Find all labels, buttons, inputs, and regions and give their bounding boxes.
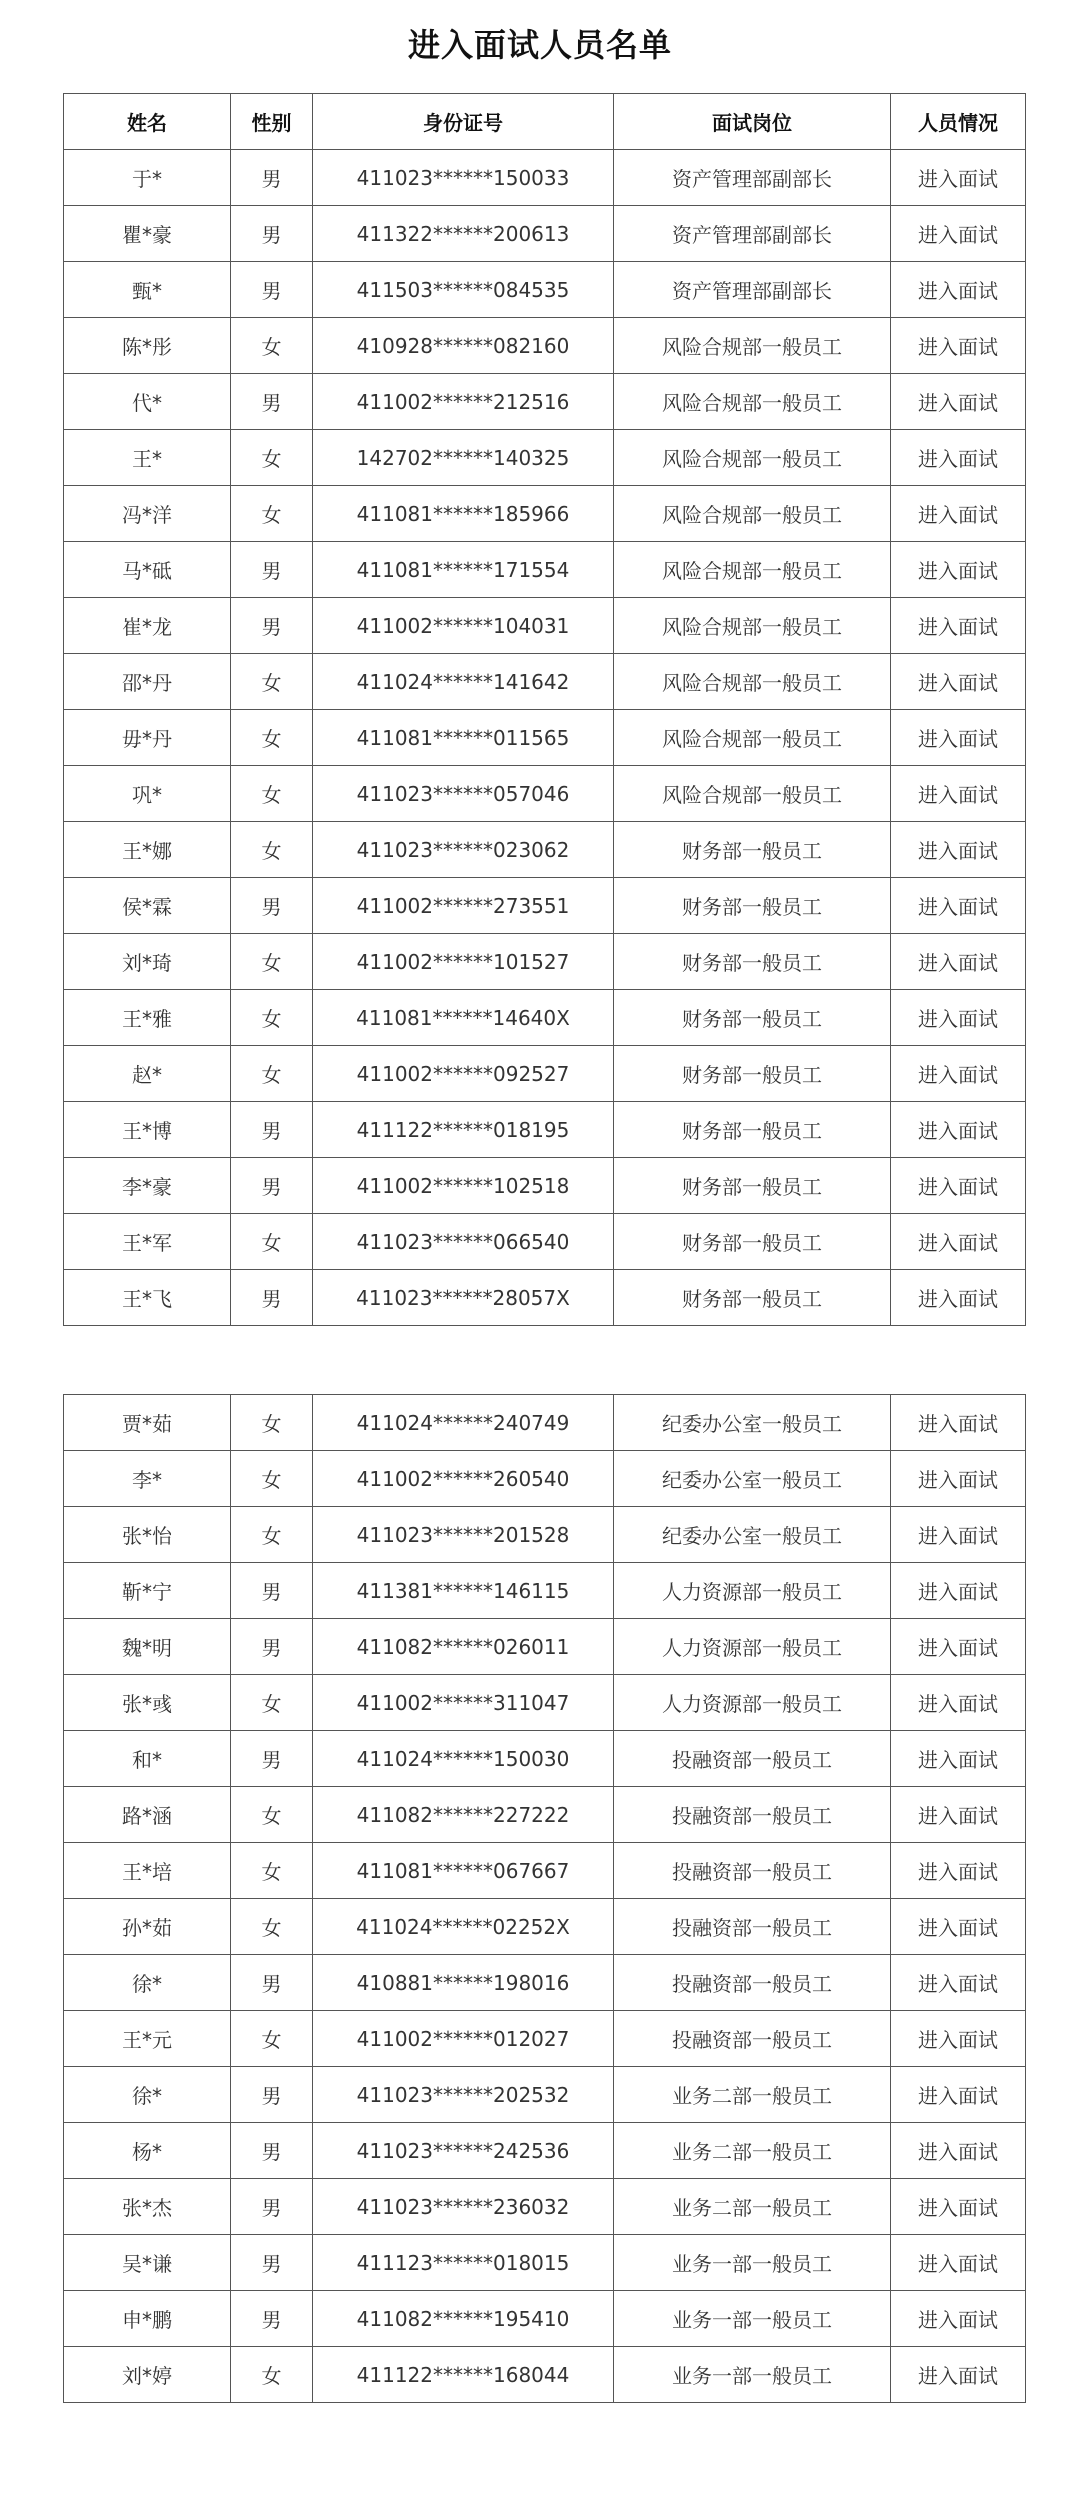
header-status: 人员情况	[891, 94, 1026, 150]
table-row	[64, 206, 1026, 262]
cell-gender: 男	[231, 2179, 313, 2235]
cell-name: 孙*茹	[64, 1899, 231, 1955]
cell-gender: 女	[231, 1046, 313, 1102]
cell-name: 申*鹏	[64, 2291, 231, 2347]
cell-gender: 男	[231, 2291, 313, 2347]
cell-status: 进入面试	[891, 1270, 1026, 1326]
cell-id-number: 411023******066540	[313, 1214, 614, 1270]
cell-status: 进入面试	[891, 206, 1026, 262]
cell-position: 人力资源部一般员工	[614, 1675, 891, 1731]
table-row	[64, 934, 1026, 990]
roster-body-1	[64, 150, 1026, 1326]
cell-gender: 女	[231, 2011, 313, 2067]
cell-name: 徐*	[64, 2067, 231, 2123]
cell-id-number: 411002******092527	[313, 1046, 614, 1102]
cell-status: 进入面试	[891, 486, 1026, 542]
cell-id-number: 411023******057046	[313, 766, 614, 822]
cell-position: 财务部一般员工	[614, 822, 891, 878]
table-row	[64, 150, 1026, 206]
cell-status: 进入面试	[891, 1158, 1026, 1214]
cell-gender: 女	[231, 318, 313, 374]
cell-id-number: 411024******240749	[313, 1395, 614, 1451]
cell-name: 王*博	[64, 1102, 231, 1158]
table-row	[64, 430, 1026, 486]
cell-position: 投融资部一般员工	[614, 1731, 891, 1787]
cell-position: 财务部一般员工	[614, 1270, 891, 1326]
cell-gender: 女	[231, 1675, 313, 1731]
table-row	[64, 2067, 1026, 2123]
cell-status: 进入面试	[891, 710, 1026, 766]
cell-position: 风险合规部一般员工	[614, 374, 891, 430]
cell-id-number: 411023******150033	[313, 150, 614, 206]
cell-id-number: 411381******146115	[313, 1563, 614, 1619]
cell-gender: 男	[231, 598, 313, 654]
cell-status: 进入面试	[891, 598, 1026, 654]
table-row	[64, 2179, 1026, 2235]
cell-position: 风险合规部一般员工	[614, 710, 891, 766]
cell-gender: 男	[231, 2067, 313, 2123]
table-row	[64, 1843, 1026, 1899]
cell-position: 投融资部一般员工	[614, 1955, 891, 2011]
cell-gender: 男	[231, 150, 313, 206]
cell-name: 徐*	[64, 1955, 231, 2011]
cell-position: 业务二部一般员工	[614, 2123, 891, 2179]
table-header-row	[64, 94, 1026, 150]
cell-id-number: 411081******171554	[313, 542, 614, 598]
page-title: 进入面试人员名单	[407, 26, 672, 64]
cell-id-number: 411002******260540	[313, 1451, 614, 1507]
cell-name: 张*彧	[64, 1675, 231, 1731]
cell-name: 吴*谦	[64, 2235, 231, 2291]
table-row	[64, 598, 1026, 654]
table-row	[64, 990, 1026, 1046]
cell-id-number: 411023******201528	[313, 1507, 614, 1563]
cell-position: 投融资部一般员工	[614, 2011, 891, 2067]
cell-position: 风险合规部一般员工	[614, 486, 891, 542]
cell-gender: 男	[231, 1619, 313, 1675]
table-row	[64, 2235, 1026, 2291]
cell-name: 杨*	[64, 2123, 231, 2179]
cell-id-number: 411081******14640X	[313, 990, 614, 1046]
table-row	[64, 1955, 1026, 2011]
table-row	[64, 1787, 1026, 1843]
cell-gender: 男	[231, 1270, 313, 1326]
cell-name: 王*元	[64, 2011, 231, 2067]
table-row	[64, 542, 1026, 598]
cell-id-number: 411002******012027	[313, 2011, 614, 2067]
cell-gender: 女	[231, 1899, 313, 1955]
cell-position: 业务一部一般员工	[614, 2347, 891, 2403]
cell-id-number: 411024******150030	[313, 1731, 614, 1787]
cell-id-number: 411024******141642	[313, 654, 614, 710]
cell-id-number: 411002******102518	[313, 1158, 614, 1214]
cell-name: 赵*	[64, 1046, 231, 1102]
cell-position: 资产管理部副部长	[614, 206, 891, 262]
cell-gender: 女	[231, 1843, 313, 1899]
cell-position: 风险合规部一般员工	[614, 542, 891, 598]
cell-id-number: 411002******104031	[313, 598, 614, 654]
cell-status: 进入面试	[891, 150, 1026, 206]
cell-gender: 女	[231, 990, 313, 1046]
cell-status: 进入面试	[891, 1955, 1026, 2011]
cell-name: 瞿*豪	[64, 206, 231, 262]
cell-gender: 男	[231, 1563, 313, 1619]
cell-position: 纪委办公室一般员工	[614, 1451, 891, 1507]
table-row	[64, 822, 1026, 878]
cell-name: 王*军	[64, 1214, 231, 1270]
cell-position: 资产管理部副部长	[614, 150, 891, 206]
cell-position: 财务部一般员工	[614, 990, 891, 1046]
cell-gender: 男	[231, 1158, 313, 1214]
table-row	[64, 1214, 1026, 1270]
cell-status: 进入面试	[891, 1899, 1026, 1955]
cell-name: 张*怡	[64, 1507, 231, 1563]
cell-status: 进入面试	[891, 374, 1026, 430]
cell-status: 进入面试	[891, 1675, 1026, 1731]
cell-id-number: 411024******02252X	[313, 1899, 614, 1955]
cell-id-number: 411002******273551	[313, 878, 614, 934]
cell-status: 进入面试	[891, 1843, 1026, 1899]
table-row	[64, 1395, 1026, 1451]
cell-name: 马*砥	[64, 542, 231, 598]
cell-gender: 女	[231, 1451, 313, 1507]
table-row	[64, 710, 1026, 766]
cell-name: 王*娜	[64, 822, 231, 878]
cell-gender: 女	[231, 1507, 313, 1563]
header-position: 面试岗位	[614, 94, 891, 150]
cell-name: 于*	[64, 150, 231, 206]
cell-name: 冯*洋	[64, 486, 231, 542]
cell-position: 风险合规部一般员工	[614, 318, 891, 374]
table-row	[64, 486, 1026, 542]
cell-gender: 女	[231, 822, 313, 878]
table-row	[64, 878, 1026, 934]
cell-status: 进入面试	[891, 934, 1026, 990]
cell-name: 李*	[64, 1451, 231, 1507]
cell-name: 贾*茹	[64, 1395, 231, 1451]
cell-id-number: 411023******28057X	[313, 1270, 614, 1326]
cell-name: 刘*琦	[64, 934, 231, 990]
cell-name: 靳*宁	[64, 1563, 231, 1619]
cell-gender: 男	[231, 1731, 313, 1787]
table-row	[64, 1270, 1026, 1326]
cell-status: 进入面试	[891, 1102, 1026, 1158]
cell-status: 进入面试	[891, 2067, 1026, 2123]
table-row	[64, 262, 1026, 318]
cell-position: 财务部一般员工	[614, 1214, 891, 1270]
table-row	[64, 1675, 1026, 1731]
cell-name: 王*	[64, 430, 231, 486]
cell-gender: 女	[231, 2347, 313, 2403]
cell-id-number: 411081******185966	[313, 486, 614, 542]
cell-status: 进入面试	[891, 878, 1026, 934]
cell-status: 进入面试	[891, 654, 1026, 710]
table-row	[64, 1158, 1026, 1214]
cell-status: 进入面试	[891, 262, 1026, 318]
cell-id-number: 411082******195410	[313, 2291, 614, 2347]
cell-position: 资产管理部副部长	[614, 262, 891, 318]
cell-gender: 男	[231, 2235, 313, 2291]
cell-name: 王*雅	[64, 990, 231, 1046]
cell-name: 甄*	[64, 262, 231, 318]
cell-id-number: 411002******212516	[313, 374, 614, 430]
cell-status: 进入面试	[891, 1395, 1026, 1451]
cell-status: 进入面试	[891, 2123, 1026, 2179]
cell-id-number: 411023******236032	[313, 2179, 614, 2235]
interview-roster-table-1	[63, 93, 1026, 1326]
cell-status: 进入面试	[891, 542, 1026, 598]
cell-status: 进入面试	[891, 1619, 1026, 1675]
header-gender: 性别	[231, 94, 313, 150]
cell-position: 人力资源部一般员工	[614, 1619, 891, 1675]
cell-id-number: 411081******011565	[313, 710, 614, 766]
cell-position: 财务部一般员工	[614, 1102, 891, 1158]
cell-gender: 男	[231, 1955, 313, 2011]
table-row	[64, 1899, 1026, 1955]
table-row	[64, 1046, 1026, 1102]
cell-name: 侯*霖	[64, 878, 231, 934]
cell-status: 进入面试	[891, 822, 1026, 878]
cell-id-number: 411082******026011	[313, 1619, 614, 1675]
cell-name: 崔*龙	[64, 598, 231, 654]
cell-gender: 男	[231, 1102, 313, 1158]
cell-position: 投融资部一般员工	[614, 1843, 891, 1899]
cell-gender: 女	[231, 486, 313, 542]
cell-position: 纪委办公室一般员工	[614, 1395, 891, 1451]
cell-position: 业务二部一般员工	[614, 2067, 891, 2123]
cell-gender: 男	[231, 542, 313, 598]
cell-name: 王*飞	[64, 1270, 231, 1326]
cell-id-number: 410881******198016	[313, 1955, 614, 2011]
cell-status: 进入面试	[891, 1451, 1026, 1507]
cell-position: 业务二部一般员工	[614, 2179, 891, 2235]
cell-position: 财务部一般员工	[614, 878, 891, 934]
cell-gender: 女	[231, 1214, 313, 1270]
cell-name: 巩*	[64, 766, 231, 822]
table-row	[64, 1619, 1026, 1675]
cell-status: 进入面试	[891, 1214, 1026, 1270]
table-row	[64, 1563, 1026, 1619]
cell-id-number: 411023******242536	[313, 2123, 614, 2179]
table-row	[64, 766, 1026, 822]
cell-position: 财务部一般员工	[614, 934, 891, 990]
cell-name: 魏*明	[64, 1619, 231, 1675]
cell-id-number: 411023******023062	[313, 822, 614, 878]
cell-position: 投融资部一般员工	[614, 1899, 891, 1955]
cell-status: 进入面试	[891, 2011, 1026, 2067]
cell-status: 进入面试	[891, 1507, 1026, 1563]
cell-status: 进入面试	[891, 1046, 1026, 1102]
cell-id-number: 410928******082160	[313, 318, 614, 374]
cell-name: 路*涵	[64, 1787, 231, 1843]
cell-position: 人力资源部一般员工	[614, 1563, 891, 1619]
table-row	[64, 1731, 1026, 1787]
table-row	[64, 2291, 1026, 2347]
cell-status: 进入面试	[891, 2291, 1026, 2347]
header-name: 姓名	[64, 94, 231, 150]
cell-gender: 男	[231, 206, 313, 262]
cell-name: 和*	[64, 1731, 231, 1787]
cell-name: 李*豪	[64, 1158, 231, 1214]
cell-status: 进入面试	[891, 430, 1026, 486]
table-row	[64, 1451, 1026, 1507]
cell-id-number: 411023******202532	[313, 2067, 614, 2123]
cell-status: 进入面试	[891, 766, 1026, 822]
cell-id-number: 142702******140325	[313, 430, 614, 486]
cell-name: 代*	[64, 374, 231, 430]
cell-gender: 女	[231, 654, 313, 710]
table-row	[64, 1102, 1026, 1158]
cell-id-number: 411002******311047	[313, 1675, 614, 1731]
cell-name: 毋*丹	[64, 710, 231, 766]
cell-gender: 女	[231, 934, 313, 990]
cell-id-number: 411123******018015	[313, 2235, 614, 2291]
table-row	[64, 2011, 1026, 2067]
cell-id-number: 411002******101527	[313, 934, 614, 990]
cell-gender: 女	[231, 766, 313, 822]
cell-status: 进入面试	[891, 2179, 1026, 2235]
cell-gender: 男	[231, 262, 313, 318]
cell-position: 业务一部一般员工	[614, 2235, 891, 2291]
cell-gender: 女	[231, 1787, 313, 1843]
cell-position: 业务一部一般员工	[614, 2291, 891, 2347]
cell-id-number: 411122******018195	[313, 1102, 614, 1158]
cell-position: 投融资部一般员工	[614, 1787, 891, 1843]
cell-position: 财务部一般员工	[614, 1046, 891, 1102]
cell-gender: 男	[231, 878, 313, 934]
cell-name: 王*培	[64, 1843, 231, 1899]
roster-body-2	[64, 1395, 1026, 2403]
cell-gender: 女	[231, 1395, 313, 1451]
table-row	[64, 318, 1026, 374]
table-row	[64, 654, 1026, 710]
cell-status: 进入面试	[891, 2235, 1026, 2291]
cell-id-number: 411081******067667	[313, 1843, 614, 1899]
cell-position: 风险合规部一般员工	[614, 766, 891, 822]
cell-gender: 男	[231, 374, 313, 430]
cell-id-number: 411503******084535	[313, 262, 614, 318]
table-row	[64, 1507, 1026, 1563]
cell-status: 进入面试	[891, 1563, 1026, 1619]
interview-roster-table-2	[63, 1394, 1026, 2403]
table-row	[64, 2347, 1026, 2403]
cell-name: 刘*婷	[64, 2347, 231, 2403]
cell-status: 进入面试	[891, 1787, 1026, 1843]
cell-name: 张*杰	[64, 2179, 231, 2235]
cell-status: 进入面试	[891, 990, 1026, 1046]
table-row	[64, 2123, 1026, 2179]
cell-position: 风险合规部一般员工	[614, 598, 891, 654]
table-row	[64, 374, 1026, 430]
cell-position: 风险合规部一般员工	[614, 430, 891, 486]
cell-name: 陈*彤	[64, 318, 231, 374]
cell-status: 进入面试	[891, 318, 1026, 374]
cell-position: 风险合规部一般员工	[614, 654, 891, 710]
cell-name: 邵*丹	[64, 654, 231, 710]
cell-id-number: 411322******200613	[313, 206, 614, 262]
cell-status: 进入面试	[891, 1731, 1026, 1787]
cell-status: 进入面试	[891, 2347, 1026, 2403]
cell-id-number: 411082******227222	[313, 1787, 614, 1843]
cell-gender: 女	[231, 430, 313, 486]
cell-position: 纪委办公室一般员工	[614, 1507, 891, 1563]
cell-position: 财务部一般员工	[614, 1158, 891, 1214]
cell-gender: 男	[231, 2123, 313, 2179]
cell-id-number: 411122******168044	[313, 2347, 614, 2403]
header-id-number: 身份证号	[313, 94, 614, 150]
cell-gender: 女	[231, 710, 313, 766]
